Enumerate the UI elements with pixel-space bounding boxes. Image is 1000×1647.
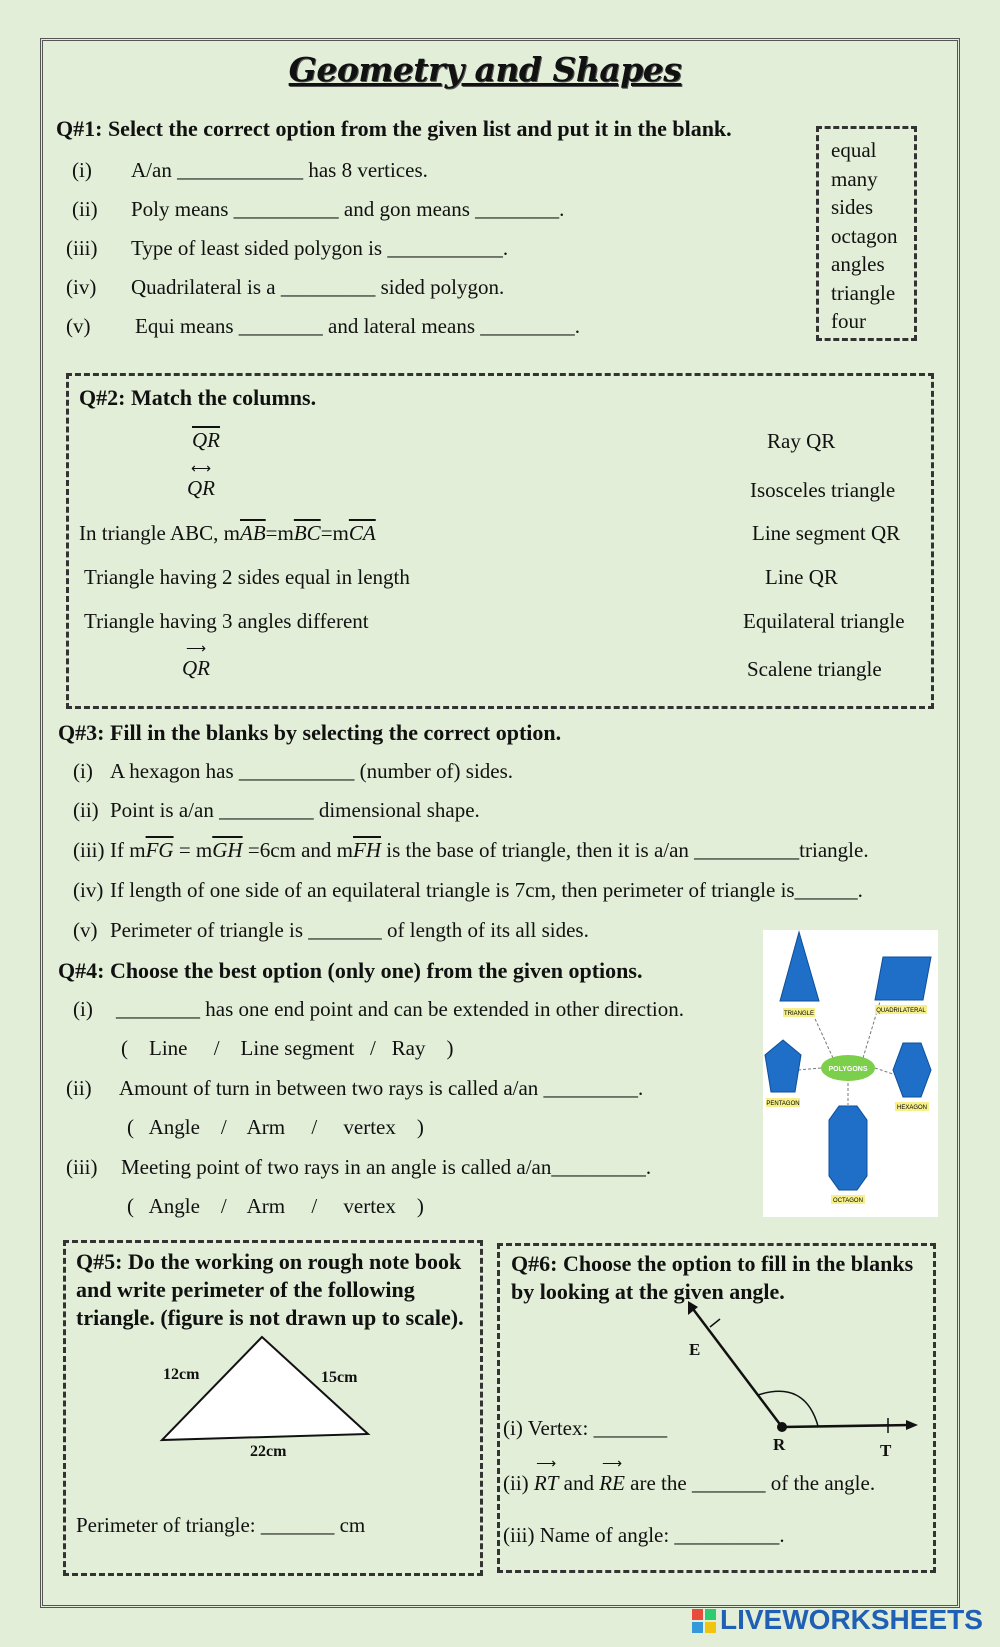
q6-heading: Q#6: Choose the option to fill in the blanks by looking at the given angle.: [511, 1251, 914, 1304]
q3-iv-num: (iv): [73, 878, 104, 902]
right-arrow-icon: ⟶: [602, 1457, 623, 1472]
q3-v-num: (v): [73, 918, 98, 942]
arrowhead-icon: [906, 1420, 918, 1430]
vertex-point: [777, 1422, 787, 1432]
q2-right-4: Line QR: [765, 565, 838, 589]
q2-right-1: Ray QR: [767, 429, 836, 453]
polygons-center-label: POLYGONS: [828, 1066, 868, 1073]
q4-i-text: ________ has one end point and can be extended in other direction.: [116, 997, 685, 1021]
q3-i-text: A hexagon has ___________ (number of) sides.: [110, 759, 514, 783]
q4-ii-num: (ii): [66, 1076, 92, 1100]
word-item: many: [831, 166, 878, 191]
q2-right-2: Isosceles triangle: [750, 478, 896, 502]
q1-iii-text: Type of least sided polygon is ___________.: [131, 236, 509, 260]
triangle-shape: [780, 932, 819, 1001]
q1-v-num: (v): [66, 314, 91, 338]
q3-iii-text: If $m\overline{FG} = m\overline{GH} =6cm$ and $m\overline{FH}$ is the base of triangle, then it is a/an __________triangle.: [110, 838, 869, 862]
liveworksheets-logo-icon: [692, 1609, 716, 1633]
segment-qr: $\overline{QR}$: [192, 428, 220, 452]
q4-i-num: (i): [73, 997, 93, 1021]
q3-ii-text: Point is a/an _________ dimensional shape.: [110, 798, 480, 822]
word-item: equal: [831, 138, 877, 162]
q2-right-3: Line segment QR: [752, 521, 901, 545]
word-item: octagon: [831, 223, 898, 248]
ray-qr: ⟶ QR: [182, 642, 210, 680]
label-e: E: [689, 1340, 701, 1359]
q6-angle-figure: [670, 1295, 930, 1445]
q1-heading: Q#1: Select the correct option from the given list and put it in the blank.: [56, 116, 732, 141]
q5-heading: Q#5: Do the working on rough note book and write perimeter of the following triangle. (figure is not drawn up to scale).: [76, 1249, 464, 1330]
quadrilateral-label: QUADRILATERAL: [876, 1008, 926, 1014]
octagon-shape: [829, 1106, 867, 1190]
polygons-svg: [763, 930, 938, 1217]
q2-right-6: Scalene triangle: [747, 657, 882, 681]
word-item: sides: [831, 195, 873, 219]
right-arrow-icon: ⟶: [185, 642, 207, 657]
q4-heading: Q#4: Choose the best option (only one) from the given options.: [58, 958, 643, 983]
word-item: triangle: [831, 280, 896, 305]
q2-left-4: Triangle having 2 sides equal in length: [84, 565, 410, 589]
q3-heading: Q#3: Fill in the blanks by selecting the correct option.: [58, 720, 562, 745]
q2-left-3: In triangle ABC, $m\overline{AB}=m\overline{BC}=m\overline{CA}$: [79, 521, 376, 545]
q6-ii-text: (ii) ⟶ RT and ⟶ RE are the _______ of the angle.: [503, 1457, 876, 1495]
word-item: angles: [831, 252, 885, 276]
hexagon-shape: [893, 1043, 931, 1097]
q1-ii-text: Poly means __________ and gon means ________.: [131, 197, 565, 221]
side-c-label: 22cm: [250, 1443, 287, 1460]
q6-i-text: (i) Vertex: _______: [503, 1416, 668, 1440]
q3-iv-text: If length of one side of an equilateral triangle is 7cm, then perimeter of triangle is______.: [110, 878, 863, 902]
polygons-diagram: [763, 930, 938, 1217]
q3-iii-num: (iii): [73, 838, 105, 862]
label-r: R: [773, 1435, 786, 1454]
q1-iii-num: (iii): [66, 236, 98, 260]
label-t: T: [880, 1441, 892, 1460]
q4-ii-options: ( Angle / Arm / vertex ): [127, 1115, 424, 1139]
line-qr: ⟷ QR: [187, 462, 215, 500]
triangle-label: TRIANGLE: [783, 1011, 815, 1017]
ray-rt: [782, 1425, 910, 1427]
q1-i-num: (i): [72, 158, 92, 182]
q3-i-num: (i): [73, 759, 93, 783]
q4-iii-options: ( Angle / Arm / vertex ): [127, 1194, 424, 1218]
page-title: Geometry and Shapes: [288, 50, 682, 89]
ray-re: [690, 1305, 782, 1427]
q2-right-5: Equilateral triangle: [743, 609, 905, 633]
liveworksheets-logo[interactable]: LIVEWORKSHEETS: [720, 1604, 983, 1635]
q4-i-options: ( Line / Line segment / Ray ): [121, 1036, 454, 1060]
q4-iii-num: (iii): [66, 1155, 98, 1179]
side-b-label: 15cm: [321, 1369, 358, 1386]
q1-v-text: Equi means ________ and lateral means _________.: [135, 314, 580, 338]
q5-answer: Perimeter of triangle: _______ cm: [76, 1513, 366, 1537]
q6-iii-text: (iii) Name of angle: __________.: [503, 1523, 785, 1547]
octagon-label: OCTAGON: [833, 1198, 863, 1204]
q1-iv-num: (iv): [66, 275, 97, 299]
q2-left-6: [182, 642, 210, 681]
q3-v-text: Perimeter of triangle is _______ of length of its all sides.: [110, 918, 589, 942]
q2-left-1: [192, 428, 220, 453]
pentagon-shape: [765, 1040, 801, 1092]
word-list: [831, 136, 897, 336]
q4-ii-text: Amount of turn in between two rays is called a/an _________.: [119, 1076, 644, 1100]
double-arrow-icon: ⟷: [190, 462, 212, 477]
quadrilateral-shape: [875, 957, 931, 1000]
right-arrow-icon: ⟶: [536, 1457, 557, 1472]
q2-left-2: [187, 462, 215, 501]
hexagon-label: HEXAGON: [896, 1105, 928, 1111]
pentagon-label: PENTAGON: [766, 1101, 800, 1107]
q1-ii-num: (ii): [72, 197, 98, 221]
side-a-label: 12cm: [163, 1366, 200, 1383]
word-item: four: [831, 309, 866, 333]
q2-heading: Q#2: Match the columns.: [79, 385, 317, 410]
q3-ii-num: (ii): [73, 798, 99, 822]
q2-left-5: Triangle having 3 angles different: [84, 609, 369, 633]
q4-iii-text: Meeting point of two rays in an angle is called a/an_________.: [121, 1155, 652, 1179]
word-list-box: [816, 126, 917, 341]
q1-i-text: A/an ____________ has 8 vertices.: [131, 158, 428, 182]
q1-iv-text: Quadrilateral is a _________ sided polygon.: [131, 275, 505, 299]
triangle-shape: [162, 1337, 368, 1440]
